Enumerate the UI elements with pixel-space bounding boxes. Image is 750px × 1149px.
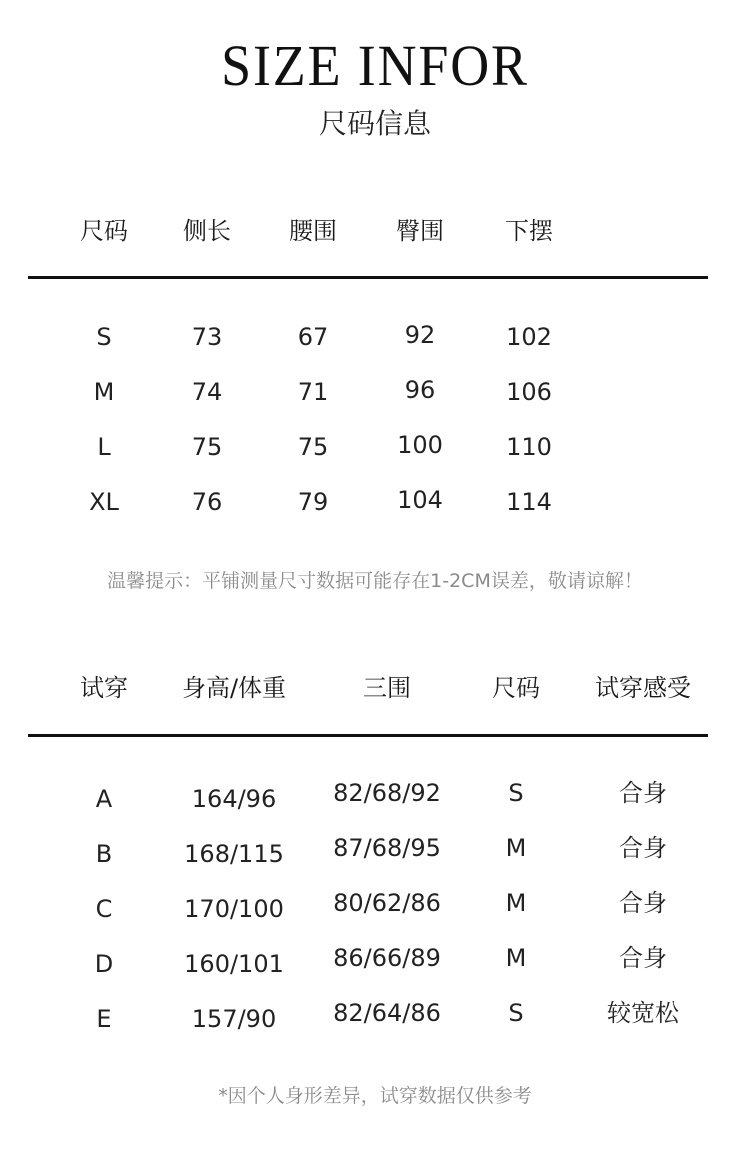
size-cell: S [508,999,524,1027]
hem-cell: 106 [506,378,552,406]
measurements-cell: 82/68/92 [333,779,441,807]
hem-cell: 102 [506,323,552,351]
waist-cell: 75 [297,433,329,461]
size-cell: M [505,834,527,862]
column-header-size: 尺码 [492,674,540,702]
waist-cell: 71 [297,378,329,406]
column-header-hip: 臀围 [396,217,444,245]
measurements-cell: 86/66/89 [333,944,441,972]
fit-feel-cell: 合身 [619,834,667,862]
column-header-height-weight: 身高/体重 [181,674,287,702]
hip-cell: 104 [397,486,443,514]
column-header-hem: 下摆 [505,217,553,245]
tester-cell: B [95,840,113,868]
tester-cell: E [96,1005,112,1033]
page-title-cn: 尺码信息 [318,107,431,140]
fit-feel-cell: 合身 [619,889,667,917]
tester-cell: C [95,895,113,923]
waist-cell: 67 [297,323,329,351]
size-cell: S [96,323,112,351]
column-header-fit-feel: 试穿感受 [595,674,691,702]
measurement-note: 温馨提示：平铺测量尺寸数据可能存在1-2CM误差，敬请谅解！ [107,570,643,592]
height-weight-cell: 164/96 [191,785,277,813]
size-cell: S [508,779,524,807]
column-header-measurements: 三围 [363,674,411,702]
side-length-cell: 73 [191,323,223,351]
tester-cell: D [94,950,114,978]
measurements-cell: 80/62/86 [333,889,441,917]
side-length-cell: 76 [191,488,223,516]
fit-table-divider [28,734,708,737]
measurements-cell: 87/68/95 [333,834,441,862]
hip-cell: 92 [404,321,436,349]
height-weight-cell: 168/115 [184,840,284,868]
column-header-size: 尺码 [80,217,128,245]
fit-feel-cell: 合身 [619,779,667,807]
waist-cell: 79 [297,488,329,516]
hip-cell: 96 [404,376,436,404]
side-length-cell: 75 [191,433,223,461]
hip-cell: 100 [397,431,443,459]
size-cell: M [505,889,527,917]
hem-cell: 114 [506,488,552,516]
column-header-waist: 腰围 [289,217,337,245]
size-cell: M [93,378,115,406]
fit-feel-cell: 较宽松 [607,999,679,1027]
height-weight-cell: 160/101 [184,950,284,978]
size-cell: L [97,433,111,461]
hem-cell: 110 [506,433,552,461]
measurements-cell: 82/64/86 [333,999,441,1027]
size-cell: M [505,944,527,972]
size-table-divider [28,276,708,279]
tester-cell: A [95,785,113,813]
height-weight-cell: 170/100 [184,895,284,923]
side-length-cell: 74 [191,378,223,406]
fit-feel-cell: 合身 [619,944,667,972]
page-title-en: SIZE INFOR [221,33,529,98]
column-header-side-length: 侧长 [183,217,231,245]
fit-disclaimer-note: *因个人身形差异，试穿数据仅供参考 [218,1085,532,1107]
size-cell: XL [89,488,119,516]
height-weight-cell: 157/90 [191,1005,277,1033]
column-header-tester: 试穿 [80,674,128,702]
